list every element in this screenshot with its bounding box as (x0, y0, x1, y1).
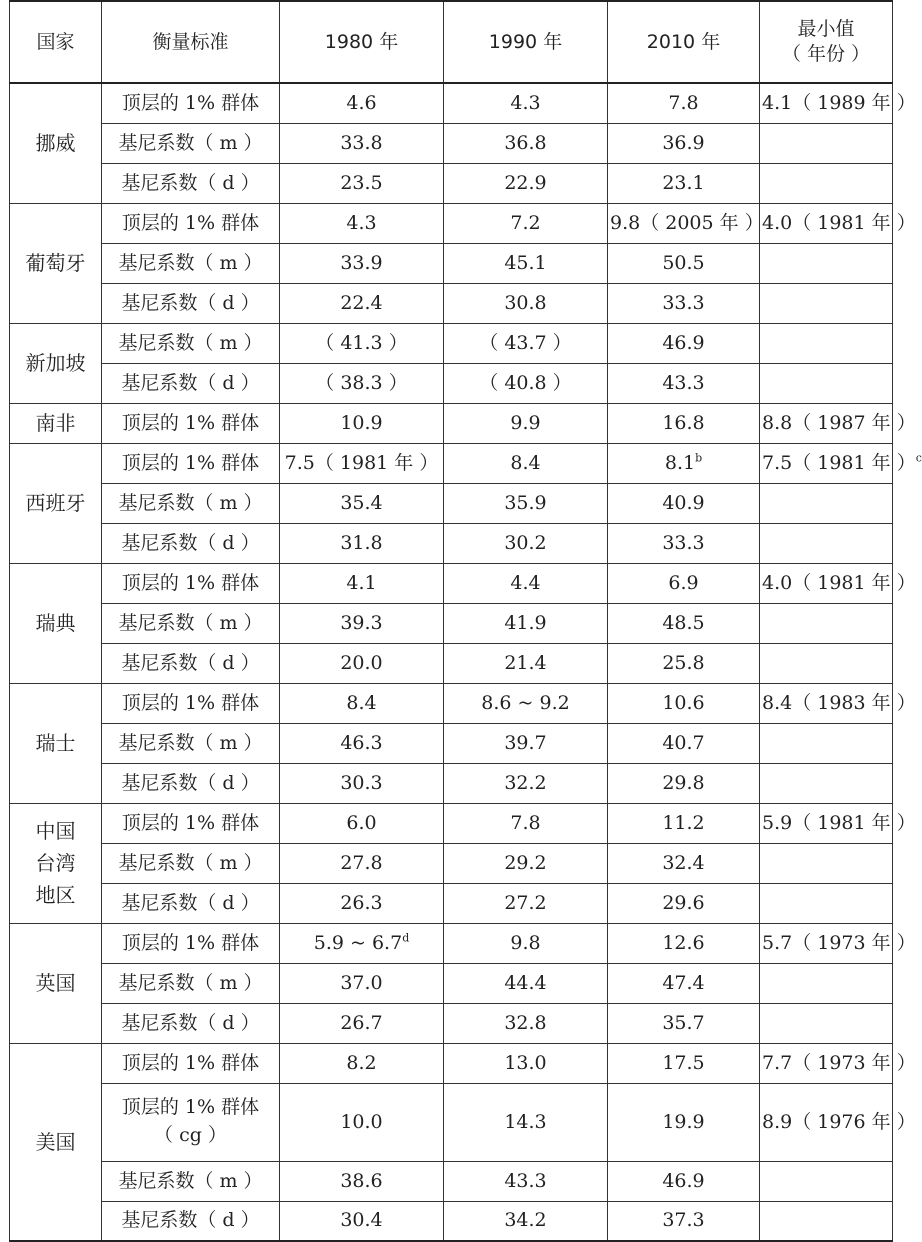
measure-cell: 基尼系数（ m ） (102, 843, 280, 883)
country-name-line: 地区 (35, 883, 76, 907)
value-min (760, 483, 893, 523)
measure-cell: 基尼系数（ m ） (102, 963, 280, 1003)
value-2010: 50.5 (608, 243, 760, 283)
value-1990: 14.3 (444, 1083, 608, 1161)
value-1990: 4.3 (444, 83, 608, 123)
value-1980: 8.2 (280, 1043, 444, 1083)
value-2010: 48.5 (608, 603, 760, 643)
header-row (10, 1, 893, 83)
value-1990: 39.7 (444, 723, 608, 763)
value-2010: 43.3 (608, 363, 760, 403)
value-1980: 22.4 (280, 283, 444, 323)
footnote-marker: b (695, 451, 703, 465)
table-row (10, 963, 893, 1003)
header-measure: 衡量标准 (102, 1, 280, 83)
value-min (760, 1201, 893, 1241)
value-1990: 9.8 (444, 923, 608, 963)
table-row (10, 123, 893, 163)
value-2010-text: 8.1 (664, 451, 696, 474)
value-1990: 35.9 (444, 483, 608, 523)
value-1990: 34.2 (444, 1201, 608, 1241)
country-cell-uk: 英国 (10, 923, 102, 1043)
value-1990: 7.8 (444, 803, 608, 843)
measure-cell: 基尼系数（ m ） (102, 603, 280, 643)
measure-cell: 基尼系数（ d ） (102, 363, 280, 403)
value-1990: 9.9 (444, 403, 608, 443)
value-1980: 38.6 (280, 1161, 444, 1201)
measure-cell: 基尼系数（ d ） (102, 523, 280, 563)
table-row (10, 843, 893, 883)
value-1990: （ 40.8 ） (444, 363, 608, 403)
measure-cell (102, 1083, 280, 1161)
value-min (760, 363, 893, 403)
value-min (760, 963, 893, 1003)
value-2010: 23.1 (608, 163, 760, 203)
table-row (10, 683, 893, 723)
value-2010: 10.6 (608, 683, 760, 723)
value-2010 (608, 443, 760, 483)
value-2010: 37.3 (608, 1201, 760, 1241)
country-cell-usa: 美国 (10, 1043, 102, 1241)
value-1990: 8.4 (444, 443, 608, 483)
value-1990: 32.8 (444, 1003, 608, 1043)
table-row (10, 1201, 893, 1241)
value-min (760, 523, 893, 563)
value-2010: 46.9 (608, 1161, 760, 1201)
value-1990: （ 43.7 ） (444, 323, 608, 363)
value-1990: 8.6 ~ 9.2 (444, 683, 608, 723)
value-1990: 36.8 (444, 123, 608, 163)
value-2010: 47.4 (608, 963, 760, 1003)
value-min (760, 723, 893, 763)
footnote-marker: c (915, 451, 922, 465)
value-min-text: 7.5（ 1981 年 ） (762, 451, 916, 474)
value-2010: 32.4 (608, 843, 760, 883)
country-name-line: 中国 (35, 819, 76, 843)
value-1980: （ 41.3 ） (280, 323, 444, 363)
value-min (760, 883, 893, 923)
measure-cell: 基尼系数（ d ） (102, 1003, 280, 1043)
value-min: 8.4（ 1983 年 ） (760, 683, 893, 723)
country-cell-south-africa: 南非 (10, 403, 102, 443)
value-1980: 30.3 (280, 763, 444, 803)
table-row (10, 283, 893, 323)
value-2010: 33.3 (608, 523, 760, 563)
header-1990: 1990 年 (444, 1, 608, 83)
table-row (10, 643, 893, 683)
value-min (760, 643, 893, 683)
table-row (10, 883, 893, 923)
value-min: 5.9（ 1981 年 ） (760, 803, 893, 843)
value-2010: 7.8 (608, 83, 760, 123)
value-min: 8.8（ 1987 年 ） (760, 403, 893, 443)
country-cell-singapore: 新加坡 (10, 323, 102, 403)
table-row (10, 763, 893, 803)
value-1990: 21.4 (444, 643, 608, 683)
value-1980: 7.5（ 1981 年 ） (280, 443, 444, 483)
value-1980: 30.4 (280, 1201, 444, 1241)
country-cell-taiwan (10, 803, 102, 923)
table-row (10, 723, 893, 763)
measure-cell: 基尼系数（ d ） (102, 883, 280, 923)
value-1980: 8.4 (280, 683, 444, 723)
value-1980: 37.0 (280, 963, 444, 1003)
value-2010: 17.5 (608, 1043, 760, 1083)
country-cell-sweden: 瑞典 (10, 563, 102, 683)
value-2010: 12.6 (608, 923, 760, 963)
table-row (10, 203, 893, 243)
value-1980: 4.1 (280, 563, 444, 603)
value-1990: 43.3 (444, 1161, 608, 1201)
value-1990: 32.2 (444, 763, 608, 803)
value-2010: 11.2 (608, 803, 760, 843)
table-row (10, 483, 893, 523)
measure-cell: 顶层的 1% 群体 (102, 203, 280, 243)
measure-cell: 顶层的 1% 群体 (102, 563, 280, 603)
table-row (10, 1161, 893, 1201)
value-min (760, 283, 893, 323)
table-row (10, 163, 893, 203)
value-min (760, 603, 893, 643)
value-min: 4.1（ 1989 年 ） (760, 83, 893, 123)
value-min (760, 123, 893, 163)
value-min: 4.0（ 1981 年 ） (760, 203, 893, 243)
measure-cell: 基尼系数（ m ） (102, 723, 280, 763)
value-1990: 45.1 (444, 243, 608, 283)
value-2010: 25.8 (608, 643, 760, 683)
value-1980: 33.8 (280, 123, 444, 163)
value-1990: 22.9 (444, 163, 608, 203)
value-1990: 13.0 (444, 1043, 608, 1083)
value-2010: 19.9 (608, 1083, 760, 1161)
value-2010: 16.8 (608, 403, 760, 443)
value-1990: 41.9 (444, 603, 608, 643)
header-1980: 1980 年 (280, 1, 444, 83)
value-min: 8.9（ 1976 年 ） (760, 1083, 893, 1161)
value-min (760, 763, 893, 803)
value-1980: （ 38.3 ） (280, 363, 444, 403)
value-1980: 39.3 (280, 603, 444, 643)
value-1980: 33.9 (280, 243, 444, 283)
header-min-line2: （ 年份 ） (781, 43, 871, 65)
measure-cell: 基尼系数（ d ） (102, 163, 280, 203)
table-row (10, 83, 893, 123)
header-2010: 2010 年 (608, 1, 760, 83)
measure-line: 顶层的 1% 群体 (121, 1096, 260, 1119)
measure-cell: 顶层的 1% 群体 (102, 803, 280, 843)
value-min (760, 163, 893, 203)
value-1990: 30.2 (444, 523, 608, 563)
value-1980: 10.9 (280, 403, 444, 443)
table-row (10, 803, 893, 843)
measure-line: （ cg ） (154, 1124, 227, 1146)
value-min: 4.0（ 1981 年 ） (760, 563, 893, 603)
value-1980: 46.3 (280, 723, 444, 763)
value-1990: 4.4 (444, 563, 608, 603)
value-2010: 46.9 (608, 323, 760, 363)
value-2010: 33.3 (608, 283, 760, 323)
table-row (10, 1043, 893, 1083)
measure-cell: 基尼系数（ d ） (102, 763, 280, 803)
country-cell-spain: 西班牙 (10, 443, 102, 563)
measure-cell: 顶层的 1% 群体 (102, 443, 280, 483)
value-1980 (280, 923, 444, 963)
value-1990: 27.2 (444, 883, 608, 923)
country-cell-norway: 挪威 (10, 83, 102, 203)
country-cell-portugal: 葡萄牙 (10, 203, 102, 323)
value-min (760, 443, 922, 483)
value-1980: 4.3 (280, 203, 444, 243)
value-1980-text: 5.9 ~ 6.7 (313, 931, 403, 954)
value-min (760, 243, 893, 283)
value-2010: 9.8（ 2005 年 ） (608, 203, 760, 243)
value-2010: 36.9 (608, 123, 760, 163)
value-2010: 6.9 (608, 563, 760, 603)
value-2010: 29.8 (608, 763, 760, 803)
value-min (760, 1161, 893, 1201)
measure-cell: 基尼系数（ m ） (102, 323, 280, 363)
value-1980: 35.4 (280, 483, 444, 523)
footnote-marker: d (402, 931, 410, 945)
value-1980: 31.8 (280, 523, 444, 563)
data-table (9, 0, 922, 1242)
value-1980: 20.0 (280, 643, 444, 683)
header-min (760, 1, 893, 83)
value-1990: 30.8 (444, 283, 608, 323)
measure-cell: 基尼系数（ m ） (102, 123, 280, 163)
value-1980: 26.7 (280, 1003, 444, 1043)
value-1980: 27.8 (280, 843, 444, 883)
measure-cell: 顶层的 1% 群体 (102, 683, 280, 723)
value-1980: 4.6 (280, 83, 444, 123)
measure-cell: 顶层的 1% 群体 (102, 923, 280, 963)
value-1980: 6.0 (280, 803, 444, 843)
country-cell-switzerland: 瑞士 (10, 683, 102, 803)
value-2010: 40.9 (608, 483, 760, 523)
table-row (10, 243, 893, 283)
measure-cell: 顶层的 1% 群体 (102, 403, 280, 443)
table-row (10, 443, 893, 483)
country-name-line: 台湾 (35, 851, 76, 875)
table-row (10, 523, 893, 563)
table-row (10, 1003, 893, 1043)
value-1980: 23.5 (280, 163, 444, 203)
measure-cell: 基尼系数（ m ） (102, 243, 280, 283)
header-country: 国家 (10, 1, 102, 83)
table-row (10, 363, 893, 403)
value-min: 5.7（ 1973 年 ） (760, 923, 893, 963)
table-container (9, 0, 922, 1242)
measure-cell: 基尼系数（ d ） (102, 1201, 280, 1241)
value-min: 7.7（ 1973 年 ） (760, 1043, 893, 1083)
table-row (10, 1083, 893, 1161)
value-1990: 29.2 (444, 843, 608, 883)
value-min (760, 1003, 893, 1043)
table-row (10, 403, 893, 443)
value-1980: 26.3 (280, 883, 444, 923)
table-row (10, 563, 893, 603)
table-row (10, 603, 893, 643)
value-1990: 7.2 (444, 203, 608, 243)
value-2010: 40.7 (608, 723, 760, 763)
measure-cell: 顶层的 1% 群体 (102, 1043, 280, 1083)
value-min (760, 323, 893, 363)
table-row (10, 923, 893, 963)
measure-cell: 基尼系数（ d ） (102, 283, 280, 323)
value-1980: 10.0 (280, 1083, 444, 1161)
header-min-line1: 最小值 (797, 18, 855, 41)
measure-cell: 基尼系数（ d ） (102, 643, 280, 683)
value-2010: 29.6 (608, 883, 760, 923)
measure-cell: 顶层的 1% 群体 (102, 83, 280, 123)
value-1990: 44.4 (444, 963, 608, 1003)
measure-cell: 基尼系数（ m ） (102, 1161, 280, 1201)
value-min (760, 843, 893, 883)
table-row (10, 323, 893, 363)
measure-cell: 基尼系数（ m ） (102, 483, 280, 523)
value-2010: 35.7 (608, 1003, 760, 1043)
